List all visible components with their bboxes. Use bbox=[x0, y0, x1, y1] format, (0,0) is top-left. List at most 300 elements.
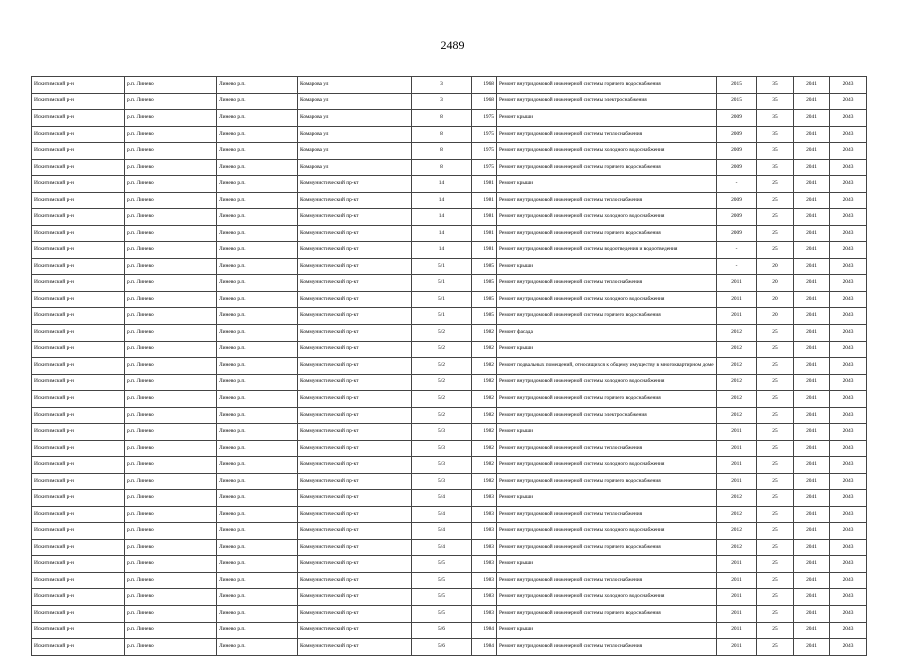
plan-start-year-cell: 2041 bbox=[794, 176, 830, 193]
work-type-cell: Ремонт подвальных помещений, относящихся к общему имуществу в многоквартирном доме bbox=[497, 358, 717, 375]
plan-end-year-cell: 2043 bbox=[830, 589, 867, 606]
street-cell: Коммунистический пр-кт bbox=[298, 391, 412, 408]
settlement-cell: р.п. Линево bbox=[125, 258, 217, 275]
plan-end-year-cell: 2043 bbox=[830, 424, 867, 441]
wear-percent-cell: 25 bbox=[757, 225, 794, 242]
district-cell: Искитимский р-н bbox=[32, 176, 125, 193]
street-cell: Коммунистический пр-кт bbox=[298, 589, 412, 606]
table-row bbox=[32, 506, 867, 523]
build-year-cell: 1982 bbox=[472, 324, 497, 341]
house-number-cell: 14 bbox=[412, 192, 472, 209]
street-cell: Коммунистический пр-кт bbox=[298, 490, 412, 507]
plan-start-year-cell: 2041 bbox=[794, 424, 830, 441]
last-repair-year-cell: - bbox=[717, 176, 757, 193]
street-cell: Коммунистический пр-кт bbox=[298, 473, 412, 490]
last-repair-year-cell: 2009 bbox=[717, 209, 757, 226]
locality-cell: Линево р.п. bbox=[217, 143, 298, 160]
wear-percent-cell: 25 bbox=[757, 572, 794, 589]
build-year-cell: 1982 bbox=[472, 440, 497, 457]
locality-cell: Линево р.п. bbox=[217, 589, 298, 606]
plan-start-year-cell: 2041 bbox=[794, 291, 830, 308]
plan-end-year-cell: 2043 bbox=[830, 572, 867, 589]
locality-cell: Линево р.п. bbox=[217, 440, 298, 457]
build-year-cell: 1981 bbox=[472, 176, 497, 193]
street-cell: Коммунистический пр-кт bbox=[298, 209, 412, 226]
locality-cell: Линево р.п. bbox=[217, 374, 298, 391]
house-number-cell: 14 bbox=[412, 176, 472, 193]
house-number-cell: 5/1 bbox=[412, 258, 472, 275]
street-cell: Комарова ул bbox=[298, 143, 412, 160]
build-year-cell: 1983 bbox=[472, 589, 497, 606]
street-cell: Коммунистический пр-кт bbox=[298, 506, 412, 523]
plan-start-year-cell: 2041 bbox=[794, 639, 830, 656]
plan-end-year-cell: 2043 bbox=[830, 556, 867, 573]
last-repair-year-cell: 2012 bbox=[717, 324, 757, 341]
build-year-cell: 1983 bbox=[472, 490, 497, 507]
wear-percent-cell: 20 bbox=[757, 275, 794, 292]
table-row bbox=[32, 407, 867, 424]
settlement-cell: р.п. Линево bbox=[125, 490, 217, 507]
district-cell: Искитимский р-н bbox=[32, 143, 125, 160]
house-number-cell: 5/4 bbox=[412, 506, 472, 523]
work-type-cell: Ремонт внутридомовой инженерной системы водоотведения и водоотведения bbox=[497, 242, 717, 259]
locality-cell: Линево р.п. bbox=[217, 159, 298, 176]
plan-end-year-cell: 2043 bbox=[830, 324, 867, 341]
locality-cell: Линево р.п. bbox=[217, 622, 298, 639]
plan-end-year-cell: 2043 bbox=[830, 308, 867, 325]
build-year-cell: 1982 bbox=[472, 391, 497, 408]
table-row bbox=[32, 391, 867, 408]
street-cell: Коммунистический пр-кт bbox=[298, 457, 412, 474]
work-type-cell: Ремонт крыши bbox=[497, 341, 717, 358]
table-row bbox=[32, 324, 867, 341]
street-cell: Коммунистический пр-кт bbox=[298, 622, 412, 639]
last-repair-year-cell: 2011 bbox=[717, 308, 757, 325]
locality-cell: Линево р.п. bbox=[217, 473, 298, 490]
plan-start-year-cell: 2041 bbox=[794, 341, 830, 358]
build-year-cell: 1982 bbox=[472, 457, 497, 474]
district-cell: Искитимский р-н bbox=[32, 440, 125, 457]
table-row bbox=[32, 572, 867, 589]
plan-start-year-cell: 2041 bbox=[794, 358, 830, 375]
plan-end-year-cell: 2043 bbox=[830, 523, 867, 540]
work-type-cell: Ремонт внутридомовой инженерной системы горячего водоснабжения bbox=[497, 539, 717, 556]
last-repair-year-cell: 2009 bbox=[717, 225, 757, 242]
work-type-cell: Ремонт крыши bbox=[497, 424, 717, 441]
work-type-cell: Ремонт внутридомовой инженерной системы теплоснабжения bbox=[497, 275, 717, 292]
wear-percent-cell: 25 bbox=[757, 391, 794, 408]
settlement-cell: р.п. Линево bbox=[125, 77, 217, 94]
work-type-cell: Ремонт внутридомовой инженерной системы теплоснабжения bbox=[497, 572, 717, 589]
locality-cell: Линево р.п. bbox=[217, 506, 298, 523]
work-type-cell: Ремонт внутридомовой инженерной системы холодного водоснабжения bbox=[497, 143, 717, 160]
street-cell: Коммунистический пр-кт bbox=[298, 606, 412, 623]
plan-start-year-cell: 2041 bbox=[794, 473, 830, 490]
district-cell: Искитимский р-н bbox=[32, 391, 125, 408]
work-type-cell: Ремонт крыши bbox=[497, 556, 717, 573]
work-type-cell: Ремонт внутридомовой инженерной системы электроснабжения bbox=[497, 93, 717, 110]
street-cell: Коммунистический пр-кт bbox=[298, 523, 412, 540]
district-cell: Искитимский р-н bbox=[32, 490, 125, 507]
build-year-cell: 1985 bbox=[472, 258, 497, 275]
last-repair-year-cell: 2011 bbox=[717, 473, 757, 490]
settlement-cell: р.п. Линево bbox=[125, 192, 217, 209]
work-type-cell: Ремонт крыши bbox=[497, 258, 717, 275]
wear-percent-cell: 25 bbox=[757, 341, 794, 358]
wear-percent-cell: 25 bbox=[757, 374, 794, 391]
build-year-cell: 1985 bbox=[472, 291, 497, 308]
street-cell: Комарова ул bbox=[298, 159, 412, 176]
wear-percent-cell: 25 bbox=[757, 440, 794, 457]
wear-percent-cell: 25 bbox=[757, 606, 794, 623]
wear-percent-cell: 25 bbox=[757, 324, 794, 341]
plan-start-year-cell: 2041 bbox=[794, 77, 830, 94]
locality-cell: Линево р.п. bbox=[217, 176, 298, 193]
district-cell: Искитимский р-н bbox=[32, 457, 125, 474]
settlement-cell: р.п. Линево bbox=[125, 291, 217, 308]
build-year-cell: 1985 bbox=[472, 308, 497, 325]
street-cell: Коммунистический пр-кт bbox=[298, 324, 412, 341]
house-number-cell: 5/5 bbox=[412, 589, 472, 606]
district-cell: Искитимский р-н bbox=[32, 506, 125, 523]
plan-start-year-cell: 2041 bbox=[794, 126, 830, 143]
build-year-cell: 1981 bbox=[472, 209, 497, 226]
table-body bbox=[32, 77, 867, 656]
table-row bbox=[32, 424, 867, 441]
settlement-cell: р.п. Линево bbox=[125, 143, 217, 160]
wear-percent-cell: 25 bbox=[757, 556, 794, 573]
plan-start-year-cell: 2041 bbox=[794, 209, 830, 226]
wear-percent-cell: 25 bbox=[757, 539, 794, 556]
last-repair-year-cell: 2009 bbox=[717, 110, 757, 127]
plan-end-year-cell: 2043 bbox=[830, 407, 867, 424]
wear-percent-cell: 35 bbox=[757, 77, 794, 94]
plan-end-year-cell: 2043 bbox=[830, 606, 867, 623]
table-row bbox=[32, 308, 867, 325]
plan-start-year-cell: 2041 bbox=[794, 622, 830, 639]
wear-percent-cell: 25 bbox=[757, 523, 794, 540]
locality-cell: Линево р.п. bbox=[217, 192, 298, 209]
table-row bbox=[32, 374, 867, 391]
locality-cell: Линево р.п. bbox=[217, 341, 298, 358]
district-cell: Искитимский р-н bbox=[32, 77, 125, 94]
wear-percent-cell: 20 bbox=[757, 258, 794, 275]
work-type-cell: Ремонт внутридомовой инженерной системы горячего водоснабжения bbox=[497, 159, 717, 176]
district-cell: Искитимский р-н bbox=[32, 639, 125, 656]
street-cell: Коммунистический пр-кт bbox=[298, 258, 412, 275]
build-year-cell: 1982 bbox=[472, 341, 497, 358]
work-type-cell: Ремонт внутридомовой инженерной системы холодного водоснабжения bbox=[497, 291, 717, 308]
plan-start-year-cell: 2041 bbox=[794, 242, 830, 259]
plan-end-year-cell: 2043 bbox=[830, 440, 867, 457]
street-cell: Комарова ул bbox=[298, 126, 412, 143]
district-cell: Искитимский р-н bbox=[32, 572, 125, 589]
district-cell: Искитимский р-н bbox=[32, 358, 125, 375]
district-cell: Искитимский р-н bbox=[32, 589, 125, 606]
table-row bbox=[32, 639, 867, 656]
settlement-cell: р.п. Линево bbox=[125, 275, 217, 292]
locality-cell: Линево р.п. bbox=[217, 324, 298, 341]
settlement-cell: р.п. Линево bbox=[125, 589, 217, 606]
house-number-cell: 5/3 bbox=[412, 457, 472, 474]
wear-percent-cell: 20 bbox=[757, 308, 794, 325]
plan-start-year-cell: 2041 bbox=[794, 572, 830, 589]
wear-percent-cell: 25 bbox=[757, 176, 794, 193]
settlement-cell: р.п. Линево bbox=[125, 324, 217, 341]
locality-cell: Линево р.п. bbox=[217, 77, 298, 94]
table-row bbox=[32, 358, 867, 375]
wear-percent-cell: 35 bbox=[757, 93, 794, 110]
last-repair-year-cell: 2012 bbox=[717, 539, 757, 556]
wear-percent-cell: 25 bbox=[757, 242, 794, 259]
settlement-cell: р.п. Линево bbox=[125, 126, 217, 143]
district-cell: Искитимский р-н bbox=[32, 225, 125, 242]
house-number-cell: 5/5 bbox=[412, 556, 472, 573]
house-number-cell: 5/3 bbox=[412, 424, 472, 441]
house-number-cell: 5/5 bbox=[412, 606, 472, 623]
work-type-cell: Ремонт крыши bbox=[497, 110, 717, 127]
plan-end-year-cell: 2043 bbox=[830, 358, 867, 375]
page-number: 2489 bbox=[440, 38, 465, 52]
wear-percent-cell: 20 bbox=[757, 291, 794, 308]
locality-cell: Линево р.п. bbox=[217, 225, 298, 242]
wear-percent-cell: 25 bbox=[757, 424, 794, 441]
plan-start-year-cell: 2041 bbox=[794, 523, 830, 540]
district-cell: Искитимский р-н bbox=[32, 324, 125, 341]
settlement-cell: р.п. Линево bbox=[125, 622, 217, 639]
house-number-cell: 14 bbox=[412, 225, 472, 242]
plan-end-year-cell: 2043 bbox=[830, 242, 867, 259]
build-year-cell: 1983 bbox=[472, 572, 497, 589]
locality-cell: Линево р.п. bbox=[217, 523, 298, 540]
settlement-cell: р.п. Линево bbox=[125, 473, 217, 490]
wear-percent-cell: 25 bbox=[757, 209, 794, 226]
table-row bbox=[32, 209, 867, 226]
plan-end-year-cell: 2043 bbox=[830, 473, 867, 490]
locality-cell: Линево р.п. bbox=[217, 308, 298, 325]
table-row bbox=[32, 440, 867, 457]
settlement-cell: р.п. Линево bbox=[125, 506, 217, 523]
locality-cell: Линево р.п. bbox=[217, 407, 298, 424]
locality-cell: Линево р.п. bbox=[217, 358, 298, 375]
table-row bbox=[32, 291, 867, 308]
settlement-cell: р.п. Линево bbox=[125, 457, 217, 474]
street-cell: Коммунистический пр-кт bbox=[298, 242, 412, 259]
street-cell: Комарова ул bbox=[298, 110, 412, 127]
work-type-cell: Ремонт крыши bbox=[497, 490, 717, 507]
wear-percent-cell: 25 bbox=[757, 457, 794, 474]
plan-end-year-cell: 2043 bbox=[830, 374, 867, 391]
table-row bbox=[32, 341, 867, 358]
last-repair-year-cell: 2009 bbox=[717, 126, 757, 143]
table-row bbox=[32, 93, 867, 110]
street-cell: Коммунистический пр-кт bbox=[298, 639, 412, 656]
plan-end-year-cell: 2043 bbox=[830, 176, 867, 193]
house-number-cell: 5/5 bbox=[412, 572, 472, 589]
locality-cell: Линево р.п. bbox=[217, 242, 298, 259]
settlement-cell: р.п. Линево bbox=[125, 374, 217, 391]
settlement-cell: р.п. Линево bbox=[125, 110, 217, 127]
plan-end-year-cell: 2043 bbox=[830, 490, 867, 507]
wear-percent-cell: 25 bbox=[757, 506, 794, 523]
settlement-cell: р.п. Линево bbox=[125, 556, 217, 573]
house-number-cell: 8 bbox=[412, 143, 472, 160]
last-repair-year-cell: 2015 bbox=[717, 77, 757, 94]
last-repair-year-cell: 2012 bbox=[717, 490, 757, 507]
house-number-cell: 5/1 bbox=[412, 308, 472, 325]
plan-start-year-cell: 2041 bbox=[794, 93, 830, 110]
build-year-cell: 1981 bbox=[472, 242, 497, 259]
plan-start-year-cell: 2041 bbox=[794, 374, 830, 391]
district-cell: Искитимский р-н bbox=[32, 374, 125, 391]
last-repair-year-cell: 2012 bbox=[717, 341, 757, 358]
street-cell: Комарова ул bbox=[298, 93, 412, 110]
build-year-cell: 1983 bbox=[472, 556, 497, 573]
locality-cell: Линево р.п. bbox=[217, 424, 298, 441]
last-repair-year-cell: 2012 bbox=[717, 407, 757, 424]
locality-cell: Линево р.п. bbox=[217, 639, 298, 656]
district-cell: Искитимский р-н bbox=[32, 424, 125, 441]
work-type-cell: Ремонт крыши bbox=[497, 622, 717, 639]
table-row bbox=[32, 159, 867, 176]
table-row bbox=[32, 556, 867, 573]
build-year-cell: 1982 bbox=[472, 374, 497, 391]
work-type-cell: Ремонт внутридомовой инженерной системы электроснабжения bbox=[497, 407, 717, 424]
locality-cell: Линево р.п. bbox=[217, 572, 298, 589]
street-cell: Коммунистический пр-кт bbox=[298, 341, 412, 358]
work-type-cell: Ремонт внутридомовой инженерной системы горячего водоснабжения bbox=[497, 308, 717, 325]
district-cell: Искитимский р-н bbox=[32, 473, 125, 490]
table-row bbox=[32, 589, 867, 606]
plan-start-year-cell: 2041 bbox=[794, 539, 830, 556]
build-year-cell: 1984 bbox=[472, 622, 497, 639]
street-cell: Коммунистический пр-кт bbox=[298, 407, 412, 424]
last-repair-year-cell: 2011 bbox=[717, 606, 757, 623]
plan-end-year-cell: 2043 bbox=[830, 192, 867, 209]
locality-cell: Линево р.п. bbox=[217, 258, 298, 275]
house-number-cell: 5/2 bbox=[412, 358, 472, 375]
table-row bbox=[32, 622, 867, 639]
table-row bbox=[32, 77, 867, 94]
wear-percent-cell: 25 bbox=[757, 589, 794, 606]
table-row bbox=[32, 490, 867, 507]
settlement-cell: р.п. Линево bbox=[125, 539, 217, 556]
plan-end-year-cell: 2043 bbox=[830, 506, 867, 523]
plan-end-year-cell: 2043 bbox=[830, 159, 867, 176]
plan-end-year-cell: 2043 bbox=[830, 291, 867, 308]
house-number-cell: 3 bbox=[412, 93, 472, 110]
last-repair-year-cell: 2011 bbox=[717, 291, 757, 308]
plan-end-year-cell: 2043 bbox=[830, 209, 867, 226]
plan-start-year-cell: 2041 bbox=[794, 407, 830, 424]
settlement-cell: р.п. Линево bbox=[125, 606, 217, 623]
plan-start-year-cell: 2041 bbox=[794, 143, 830, 160]
district-cell: Искитимский р-н bbox=[32, 159, 125, 176]
house-number-cell: 8 bbox=[412, 159, 472, 176]
last-repair-year-cell: 2011 bbox=[717, 639, 757, 656]
work-type-cell: Ремонт внутридомовой инженерной системы горячего водоснабжения bbox=[497, 391, 717, 408]
work-type-cell: Ремонт внутридомовой инженерной системы теплоснабжения bbox=[497, 192, 717, 209]
street-cell: Коммунистический пр-кт bbox=[298, 556, 412, 573]
build-year-cell: 1983 bbox=[472, 523, 497, 540]
plan-end-year-cell: 2043 bbox=[830, 275, 867, 292]
plan-end-year-cell: 2043 bbox=[830, 457, 867, 474]
house-number-cell: 5/2 bbox=[412, 391, 472, 408]
house-number-cell: 8 bbox=[412, 126, 472, 143]
settlement-cell: р.п. Линево bbox=[125, 176, 217, 193]
work-type-cell: Ремонт внутридомовой инженерной системы холодного водоснабжения bbox=[497, 209, 717, 226]
locality-cell: Линево р.п. bbox=[217, 606, 298, 623]
work-type-cell: Ремонт внутридомовой инженерной системы горячего водоснабжения bbox=[497, 225, 717, 242]
plan-end-year-cell: 2043 bbox=[830, 93, 867, 110]
settlement-cell: р.п. Линево bbox=[125, 391, 217, 408]
plan-end-year-cell: 2043 bbox=[830, 391, 867, 408]
work-type-cell: Ремонт внутридомовой инженерной системы холодного водоснабжения bbox=[497, 589, 717, 606]
district-cell: Искитимский р-н bbox=[32, 622, 125, 639]
house-number-cell: 5/1 bbox=[412, 275, 472, 292]
plan-start-year-cell: 2041 bbox=[794, 440, 830, 457]
district-cell: Искитимский р-н bbox=[32, 539, 125, 556]
last-repair-year-cell: 2012 bbox=[717, 374, 757, 391]
build-year-cell: 1982 bbox=[472, 358, 497, 375]
locality-cell: Линево р.п. bbox=[217, 126, 298, 143]
locality-cell: Линево р.п. bbox=[217, 556, 298, 573]
settlement-cell: р.п. Линево bbox=[125, 639, 217, 656]
last-repair-year-cell: 2012 bbox=[717, 506, 757, 523]
wear-percent-cell: 25 bbox=[757, 490, 794, 507]
street-cell: Коммунистический пр-кт bbox=[298, 424, 412, 441]
plan-end-year-cell: 2043 bbox=[830, 110, 867, 127]
wear-percent-cell: 35 bbox=[757, 159, 794, 176]
plan-start-year-cell: 2041 bbox=[794, 308, 830, 325]
capital-repair-table bbox=[31, 76, 867, 656]
last-repair-year-cell: 2012 bbox=[717, 523, 757, 540]
house-number-cell: 14 bbox=[412, 209, 472, 226]
plan-start-year-cell: 2041 bbox=[794, 490, 830, 507]
last-repair-year-cell: 2011 bbox=[717, 572, 757, 589]
plan-start-year-cell: 2041 bbox=[794, 391, 830, 408]
wear-percent-cell: 25 bbox=[757, 358, 794, 375]
wear-percent-cell: 25 bbox=[757, 407, 794, 424]
district-cell: Искитимский р-н bbox=[32, 110, 125, 127]
district-cell: Искитимский р-н bbox=[32, 407, 125, 424]
build-year-cell: 1984 bbox=[472, 639, 497, 656]
district-cell: Искитимский р-н bbox=[32, 606, 125, 623]
work-type-cell: Ремонт внутридомовой инженерной системы холодного водоснабжения bbox=[497, 374, 717, 391]
build-year-cell: 1975 bbox=[472, 110, 497, 127]
district-cell: Искитимский р-н bbox=[32, 126, 125, 143]
district-cell: Искитимский р-н bbox=[32, 556, 125, 573]
table-row bbox=[32, 275, 867, 292]
district-cell: Искитимский р-н bbox=[32, 275, 125, 292]
street-cell: Коммунистический пр-кт bbox=[298, 225, 412, 242]
plan-start-year-cell: 2041 bbox=[794, 225, 830, 242]
work-type-cell: Ремонт крыши bbox=[497, 176, 717, 193]
work-type-cell: Ремонт внутридомовой инженерной системы горячего водоснабжения bbox=[497, 473, 717, 490]
table-row bbox=[32, 126, 867, 143]
street-cell: Коммунистический пр-кт bbox=[298, 572, 412, 589]
plan-end-year-cell: 2043 bbox=[830, 639, 867, 656]
plan-end-year-cell: 2043 bbox=[830, 225, 867, 242]
district-cell: Искитимский р-н bbox=[32, 192, 125, 209]
plan-end-year-cell: 2043 bbox=[830, 622, 867, 639]
last-repair-year-cell: 2012 bbox=[717, 358, 757, 375]
plan-start-year-cell: 2041 bbox=[794, 192, 830, 209]
street-cell: Коммунистический пр-кт bbox=[298, 291, 412, 308]
settlement-cell: р.п. Линево bbox=[125, 407, 217, 424]
build-year-cell: 1975 bbox=[472, 143, 497, 160]
work-type-cell: Ремонт внутридомовой инженерной системы горячего водоснабжения bbox=[497, 77, 717, 94]
